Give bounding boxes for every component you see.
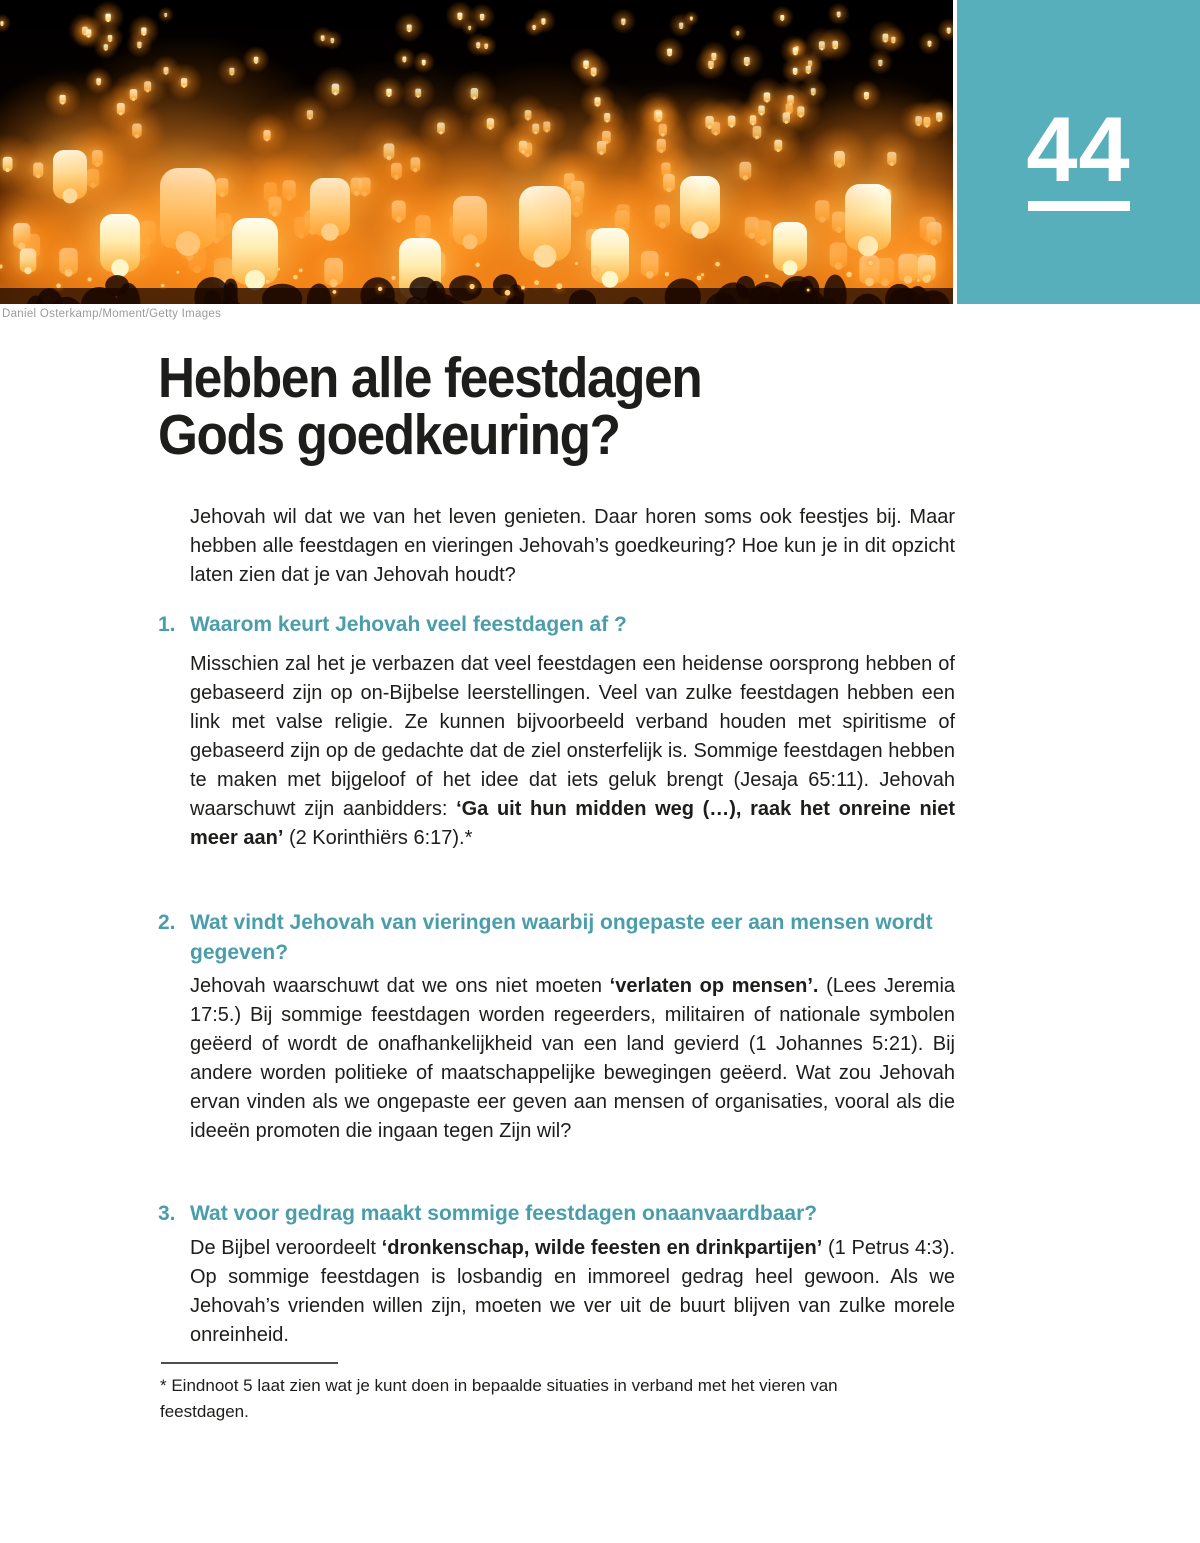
page-title (158, 346, 702, 467)
intro-paragraph: Jehovah wil dat we van het leven genieten. Daar horen soms ook feestjes bij. Maar hebben alle feestdagen en vieringen Jehovah’s goedkeuring? Hoe kun je in dit opzicht laten zien dat je van Jehovah houdt? (190, 506, 955, 586)
section-3-heading-text: Wat voor gedrag maakt sommige feestdagen onaanvaardbaar? (190, 1202, 818, 1225)
lesson-number-underline (1028, 201, 1130, 211)
section-1-heading-text: Waarom keurt Jehovah veel feestdagen af ? (190, 613, 627, 636)
page-title-line-1: Hebben alle feestdagen (158, 346, 702, 410)
lesson-number: 44 (1026, 99, 1131, 201)
section-1-number: 1. (158, 613, 176, 636)
footnote: * Eindnoot 5 laat zien wat je kunt doen in bepaalde situaties in verband met het vieren van feestdagen. (160, 1376, 838, 1421)
section-3-heading (158, 1199, 955, 1229)
footnote-divider (161, 1362, 338, 1364)
section-1-heading (158, 610, 955, 640)
section-1-paragraph: Misschien zal het je verbazen dat veel feestdagen een heidense oorsprong hebben of gebaseerd zijn op on-Bijbelse leerstellingen. Veel van zulke feestdagen hebben een link met valse religie. Ze kunnen bijvoorbeeld verband houden met spiritisme of gebaseerd zijn op de gedachte dat de ziel onsterfelijk is. Sommige feestdagen hebben te maken met bijgeloof of het idee dat iets geluk brengt (Jesaja 65:11). Jehovah waarschuwt zijn aanbidders: ‘Ga uit hun midden weg (…), raak het onreine niet meer aan’ (2 Korinthiërs 6:17).* (190, 653, 955, 849)
sky-lanterns-illustration (0, 0, 953, 304)
section-2-heading-text: Wat vindt Jehovah van vieringen waarbij ongepaste eer aan mensen wordt gegeven? (190, 911, 933, 964)
lesson-number-box (957, 0, 1200, 304)
header-photo (0, 0, 953, 304)
section-2-number: 2. (158, 911, 176, 934)
section-3-number: 3. (158, 1202, 176, 1225)
section-2-heading (158, 908, 955, 968)
photo-credit: Daniel Osterkamp/Moment/Getty Images (2, 308, 222, 320)
page-title-line-2: Gods goedkeuring? (158, 403, 620, 467)
section-2-paragraph: Jehovah waarschuwt dat we ons niet moeten ‘verlaten op mensen’. (Lees Jeremia 17:5.) Bij sommige feestdagen worden regeerders, militairen of nationale symbolen geëerd of wordt de onafhankelijkheid van een land gevierd (1 Johannes 5:21). Bij andere worden politieke of maatschappelijke bewegingen geëerd. Wat zou Jehovah ervan vinden als we ongepaste eer geven aan mensen of organisaties, vooral als die ideeën promoten die ingaan tegen Zijn wil? (190, 975, 956, 1142)
section-3-paragraph: De Bijbel veroordeelt ‘dronkenschap, wilde feesten en drinkpartijen’ (1 Petrus 4:3). Op sommige feestdagen is losbandig en immoreel gedrag heel gewoon. Als we Jehovah’s vrienden willen zijn, moeten we ver uit de buurt blijven van zulke morele onreinheid. (190, 1237, 956, 1346)
